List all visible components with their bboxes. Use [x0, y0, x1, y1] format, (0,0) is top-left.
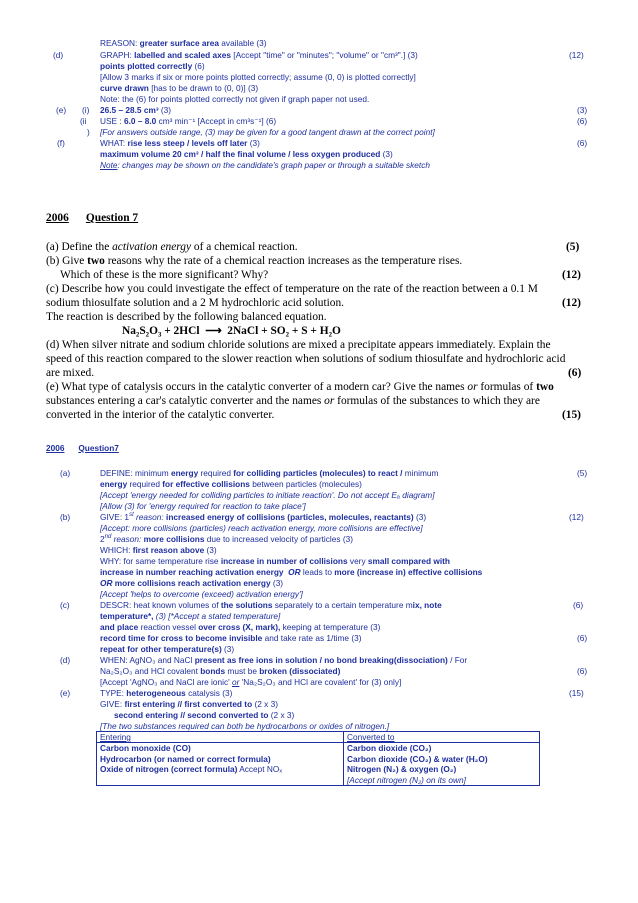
scheme-b-marks: (12)	[569, 512, 584, 522]
balanced-equation: Na₂S₂O₃ + 2HCl ⟶ 2NaCl + SO₂ + S + H₂O	[122, 325, 341, 337]
scheme-e-line3: second entering // second converted to (2 x 3)	[114, 710, 295, 720]
table-row	[97, 764, 540, 774]
question-e-line1: (e) What type of catalysis occurs in the catalytic converter of a modern car? Give the names or formulas of two	[46, 381, 554, 393]
max-volume-line: maximum volume 20 cm³ / half the final volume / less oxygen produced (3)	[100, 149, 393, 159]
part-ei-label: (i)	[82, 105, 90, 115]
curve-line: curve drawn [has to be drawn to (0, 0)] (3)	[100, 83, 259, 93]
scheme-b-line2: [Accept: more collisions (particles) reach activation energy, more collisions are effective]	[100, 523, 423, 533]
scheme-c-line3: and place reaction vessel over cross (X, mark), keeping at temperature (3)	[100, 622, 381, 632]
scheme-c-line2: temperature*, (3) [*Accept a stated temperature]	[100, 611, 281, 621]
table-cell: Carbon dioxide (CO₂) & water (H₂O)	[344, 754, 540, 764]
scheme-b-line4: WHICH: first reason above (3)	[100, 545, 217, 555]
allow-line: [Allow 3 marks if six or more points plotted correctly; assume (0, 0) is plotted correctly]	[100, 72, 416, 82]
use-line: USE : 6.0 – 8.0 cm³ min⁻¹ [Accept in cm³s⁻¹] (6)	[100, 116, 277, 126]
question-c-marks: (12)	[562, 297, 581, 309]
table-cell: Oxide of nitrogen (correct formula) Accept NOₓ	[97, 764, 344, 774]
ei-marks: (3)	[577, 105, 588, 115]
scheme-b-line3: 2nd reason: more collisions due to increased velocity of particles (3)	[100, 534, 353, 544]
f-marks: (6)	[577, 138, 588, 148]
scheme-b-line8: [Accept 'helps to overcome (exceed) activation energy']	[100, 589, 303, 599]
table-row	[97, 754, 540, 764]
question-c-line2: sodium thiosulfate solution and a 2 M hydrochloric acid solution.	[46, 297, 345, 309]
question-e-line3: converted in the interior of the catalytic converter.	[46, 409, 275, 421]
scheme-d-line1: WHEN: AgNO₃ and NaCl present as free ions in solution / no bond breaking(dissociation) / For	[100, 655, 468, 665]
part-eii-close: )	[87, 127, 90, 137]
table-cell	[97, 775, 344, 786]
scheme-a-line3: [Accept 'energy needed for colliding particles to initiate reaction'. Do not accept Eₐ diagram]	[100, 490, 435, 500]
question-d-line3: are mixed.	[46, 367, 95, 379]
question-c-line1: (c) Describe how you could investigate the effect of temperature on the rate of the reaction between a 0.1 M	[46, 283, 538, 295]
question-d-line1: (d) When silver nitrate and sodium chloride solutions are mixed a precipitate appears immediately. Explain the	[46, 339, 551, 351]
eii-marks: (6)	[577, 116, 588, 126]
table-head-converted: Converted to	[344, 732, 540, 743]
converter-substances-table	[96, 731, 540, 786]
part-e-label: (e)	[56, 105, 67, 115]
table-cell: Carbon dioxide (CO₂)	[344, 743, 540, 754]
part-f-label: (f)	[57, 138, 65, 148]
note-line: Note: the (6) for points plotted correctly not given if graph paper not used.	[100, 94, 370, 104]
scheme-b-line1: GIVE: 1st reason: increased energy of collisions (particles, molecules, reactants) (3)	[100, 512, 427, 522]
scheme-d-line2: Na₂S₂O₃ and HCl covalent bonds must be broken (dissociated)	[100, 666, 341, 676]
scheme-c-label: (c)	[60, 600, 70, 610]
scheme-b-label: (b)	[60, 512, 71, 522]
scheme-c-marks-1: (6)	[573, 600, 584, 610]
part-d-label: (d)	[53, 50, 64, 60]
scheme-d-marks: (6)	[577, 666, 588, 676]
scheme-heading: 2006 Question7	[46, 443, 119, 453]
scheme-a-label: (a)	[60, 468, 71, 478]
scheme-e-label: (e)	[60, 688, 71, 698]
question-d-marks: (6)	[568, 367, 582, 379]
scheme-e-line1: TYPE: heterogeneous catalysis (3)	[100, 688, 233, 698]
table-head-entering: Entering	[97, 732, 344, 743]
part-eii-label: (ii	[80, 116, 87, 126]
table-header-row	[97, 732, 540, 743]
question-e-line2: substances entering a car's catalytic converter and the names or formulas of the substances to which they are	[46, 395, 540, 407]
outside-range-line: [For answers outside range, (3) may be given for a good tangent drawn at the correct point]	[100, 127, 435, 137]
graph-line: GRAPH: labelled and scaled axes [Accept "time" or "minutes"; "volume" or "cm³".] (3)	[100, 50, 418, 60]
table-cell: Carbon monoxide (CO)	[97, 743, 344, 754]
scheme-e-marks: (15)	[569, 688, 584, 698]
reason-line: REASON: greater surface area available (3)	[100, 38, 267, 48]
scheme-c-line5: repeat for other temperature(s) (3)	[100, 644, 235, 654]
question-d-line2: speed of this reaction compared to the slower reaction when solutions of sodium thiosulfate and hydrochloric acid	[46, 353, 566, 365]
scheme-d-line3: [Accept 'AgNO₃ and NaCl are ionic' or 'Na₂S₂O₃ and HCl are covalent' for (3) only]	[100, 677, 402, 687]
table-cell: Nitrogen (N₂) & oxygen (O₂)	[344, 764, 540, 774]
scheme-a-marks: (5)	[577, 468, 588, 478]
part-d-marks: (12)	[569, 50, 584, 60]
scheme-c-line1: DESCR: heat known volumes of the solutions separately to a certain temperature mix, note	[100, 600, 442, 610]
ei-answer: 26.5 – 28.5 cm³ (3)	[100, 105, 172, 115]
question-a: (a) Define the activation energy of a chemical reaction.	[46, 241, 298, 253]
reaction-arrow-icon: ⟶	[205, 325, 222, 337]
scheme-b-line5: WHY: for same temperature rise increase in number of collisions very small compared with	[100, 556, 450, 566]
scheme-e-line4: [The two substances required can both be hydrocarbons or oxides of nitrogen.]	[100, 721, 390, 731]
question-heading: 2006 Question 7	[46, 212, 139, 224]
question-b-line2: Which of these is the more significant? Why?	[60, 269, 269, 281]
scheme-c-line4: record time for cross to become invisible and take rate as 1/time (3)	[100, 633, 362, 643]
table-row	[97, 743, 540, 754]
question-a-marks: (5)	[566, 241, 580, 253]
question-b-marks: (12)	[562, 269, 581, 281]
table-cell: [Accept nitrogen (N₂) on its own]	[344, 775, 540, 786]
points-line: points plotted correctly (6)	[100, 61, 205, 71]
scheme-c-marks-2: (6)	[577, 633, 588, 643]
scheme-d-label: (d)	[60, 655, 71, 665]
question-b: (b) Give two reasons why the rate of a chemical reaction increases as the temperature rises.	[46, 255, 463, 267]
scheme-e-line2: GIVE: first entering // first converted to (2 x 3)	[100, 699, 278, 709]
scheme-a-line2: energy required for effective collisions between particles (molecules)	[100, 479, 362, 489]
scheme-a-line4: [Allow (3) for 'energy required for reaction to take place']	[100, 501, 306, 511]
table-row	[97, 775, 540, 786]
question-e-marks: (15)	[562, 409, 581, 421]
what-line: WHAT: rise less steep / levels off later (3)	[100, 138, 260, 148]
table-cell: Hydrocarbon (or named or correct formula)	[97, 754, 344, 764]
sketch-note-line: Note: changes may be shown on the candidate's graph paper or through a suitable sketch	[100, 160, 430, 170]
scheme-b-line6: increase in number reaching activation energy OR leads to more (increase in) effective collisions	[100, 567, 483, 577]
question-c-line3: The reaction is described by the following balanced equation.	[46, 311, 327, 323]
scheme-b-line7: OR more collisions reach activation energy (3)	[100, 578, 284, 588]
scheme-a-line1: DEFINE: minimum energy required for colliding particles (molecules) to react / minimum	[100, 468, 439, 478]
